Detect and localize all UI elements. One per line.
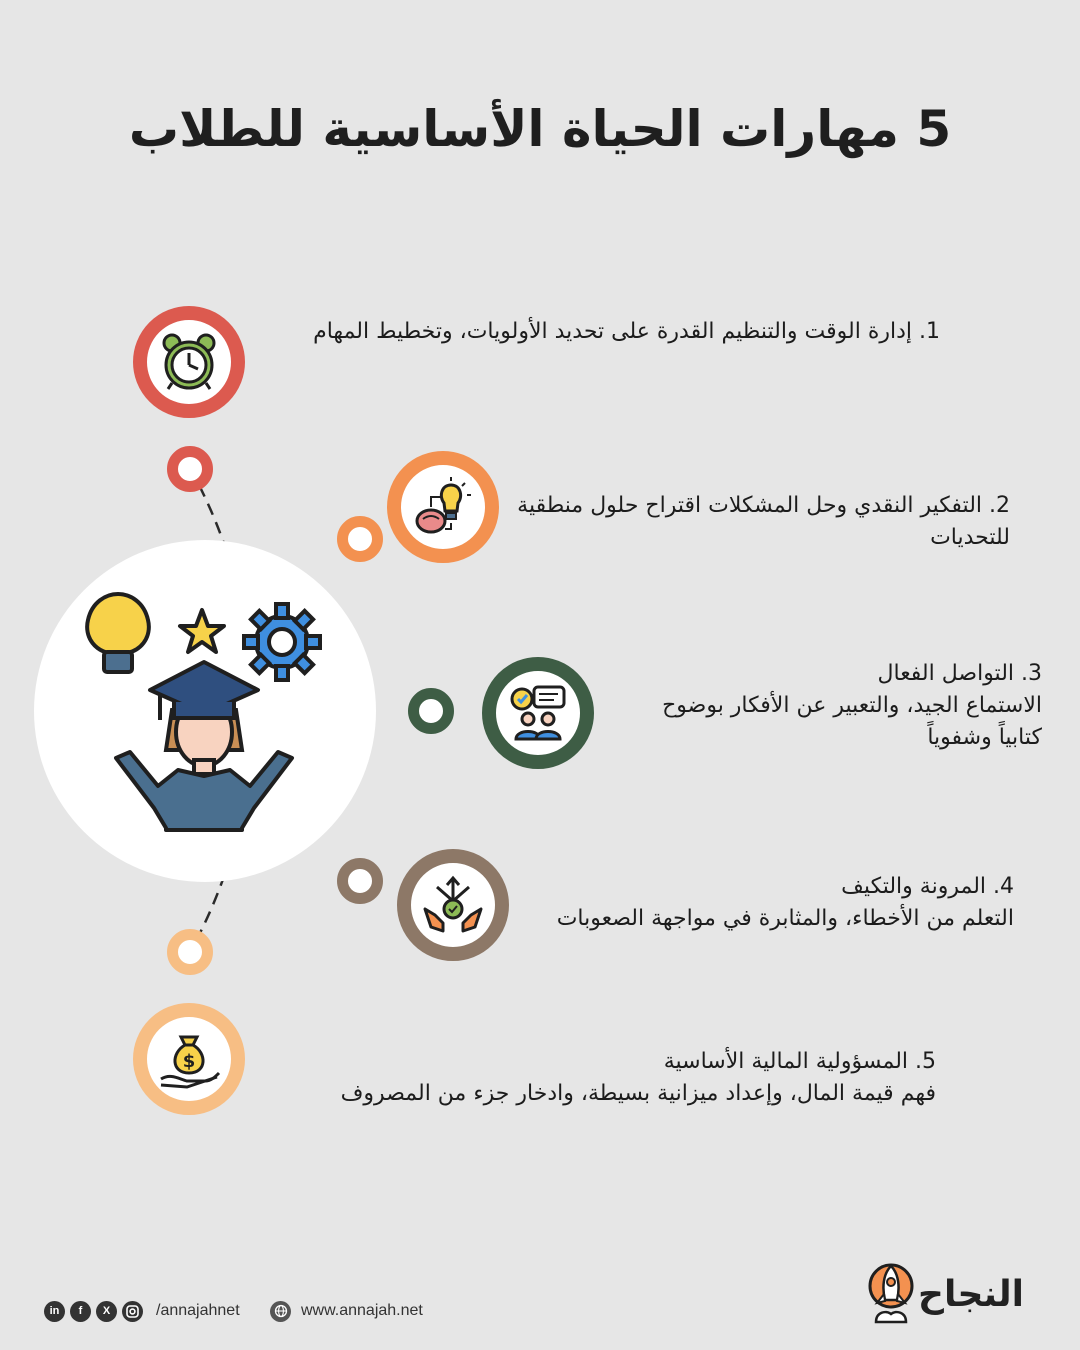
brain-idea-icon [411, 475, 475, 539]
skill-1-icon-ring [133, 306, 245, 418]
skill-1-title: 1. إدارة الوقت والتنظيم القدرة على تحديد الأولويات، وتخطيط المهام [313, 319, 940, 344]
skill-4-text [494, 871, 1014, 935]
skill-5-icon-ring [133, 1003, 245, 1115]
timeline-dot-4 [337, 858, 383, 904]
globe-icon [270, 1301, 291, 1322]
skill-5-text [296, 1046, 936, 1110]
social-links [44, 1298, 240, 1324]
skill-2-title: 2. التفكير النقدي وحل المشكلات اقتراح حلول منطقية [517, 493, 1010, 518]
timeline-dot-5 [167, 929, 213, 975]
gear-icon [244, 604, 320, 680]
skill-4-icon-ring [397, 849, 509, 961]
rocket-logo-icon [868, 1256, 914, 1332]
timeline-dot-3 [408, 688, 454, 734]
linkedin-icon[interactable]: in [44, 1301, 65, 1322]
skill-4-line2: التعلم من الأخطاء، والمثابرة في مواجهة الصعوبات [556, 906, 1014, 931]
skill-5-line2: فهم قيمة المال، وإعداد ميزانية بسيطة، وادخار جزء من المصروف [340, 1081, 936, 1106]
instagram-icon[interactable] [122, 1301, 143, 1322]
skill-3-line3: كتابياً وشفوياً [927, 725, 1042, 750]
skill-3-line2: الاستماع الجيد، والتعبير عن الأفكار بوضوح [662, 693, 1042, 718]
skill-4-title: 4. المرونة والتكيف [841, 874, 1014, 899]
money-bag-hand-icon [157, 1027, 221, 1091]
facebook-icon[interactable]: f [70, 1301, 91, 1322]
lightbulb-icon [87, 594, 149, 672]
skill-2-text [470, 490, 1010, 554]
brand-logo [868, 1256, 1024, 1332]
skill-2-line2: للتحديات [930, 525, 1010, 550]
page-title: 5 مهارات الحياة الأساسية للطلاب [128, 100, 952, 158]
brand-name: النجاح [918, 1273, 1024, 1315]
student-figure [116, 662, 292, 830]
graduate-illustration [34, 540, 376, 882]
x-icon[interactable]: X [96, 1301, 117, 1322]
skill-3-title: 3. التواصل الفعال [877, 661, 1042, 686]
skill-3-text [522, 658, 1042, 754]
star-icon [180, 610, 224, 652]
alarm-clock-icon [158, 331, 220, 393]
timeline-dot-1 [167, 446, 213, 492]
svg-text:$: $ [182, 1051, 196, 1072]
skill-1-text [240, 316, 940, 348]
website-link[interactable] [270, 1298, 423, 1324]
skill-5-title: 5. المسؤولية المالية الأساسية [663, 1049, 936, 1074]
timeline-dot-2 [337, 516, 383, 562]
website-url[interactable]: www.annajah.net [301, 1302, 423, 1319]
social-handle[interactable]: /annajahnet [156, 1302, 240, 1319]
adaptability-hands-icon [421, 873, 485, 937]
